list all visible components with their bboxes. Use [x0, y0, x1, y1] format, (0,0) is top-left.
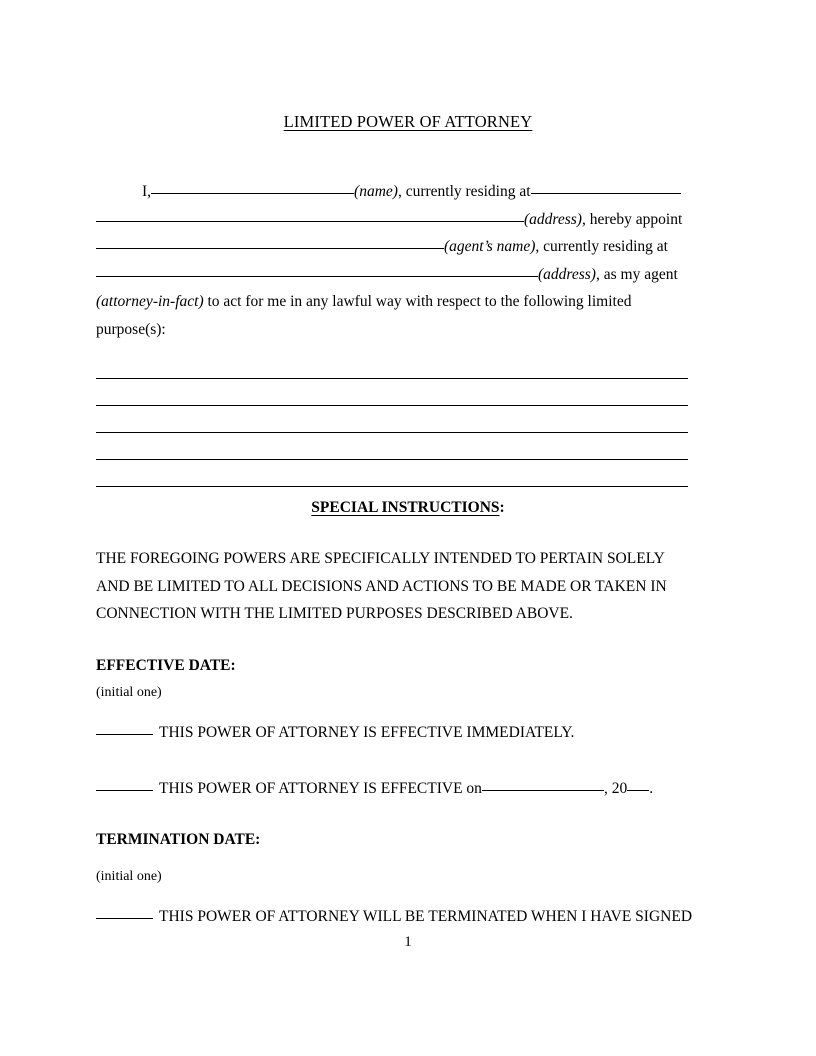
- effective-option-immediate-text: THIS POWER OF ATTORNEY IS EFFECTIVE IMMEDIATELY.: [159, 724, 575, 741]
- address-blank-2[interactable]: [96, 263, 538, 277]
- effective-year-blank[interactable]: [627, 777, 649, 791]
- effective-option-dated: [96, 777, 716, 798]
- effective-immediate-initial-blank[interactable]: [96, 721, 153, 735]
- purpose-rule-line[interactable]: [96, 352, 688, 379]
- address-hint-label-1: (address): [524, 210, 582, 228]
- purpose-rule-line[interactable]: [96, 433, 688, 460]
- purpose-ruled-lines: [96, 352, 688, 487]
- termination-signed-initial-blank[interactable]: [96, 905, 153, 919]
- intro-line3-tail: , currently residing at: [535, 238, 668, 255]
- agent-name-hint-label: (agent’s name): [444, 238, 536, 255]
- name-hint-label: (name): [354, 183, 398, 200]
- termination-option-signed: [96, 905, 716, 926]
- special-instructions-heading: [0, 499, 816, 517]
- page-number: 1: [404, 934, 412, 950]
- special-instructions-body-line: CONNECTION WITH THE LIMITED PURPOSES DESCRIBED ABOVE.: [96, 605, 573, 622]
- purpose-rule-line[interactable]: [96, 406, 688, 433]
- name-blank[interactable]: [151, 180, 354, 194]
- attorney-in-fact-label: (attorney-in-fact): [96, 293, 204, 310]
- effective-date-initial-note: (initial one): [96, 685, 162, 700]
- intro-line4-tail: , as my agent: [595, 265, 678, 283]
- intro-line2-tail: , hereby appoint: [581, 210, 683, 228]
- residence-blank-part1[interactable]: [531, 180, 681, 194]
- effective-option-dated-year: , 20: [603, 780, 628, 797]
- effective-option-dated-text: THIS POWER OF ATTORNEY IS EFFECTIVE on: [159, 780, 482, 797]
- special-instructions-body-line: THE FOREGOING POWERS ARE SPECIFICALLY INTENDED TO PERTAIN SOLELY: [96, 550, 665, 567]
- intro-line-2: [96, 206, 700, 234]
- intro-i-label: I,: [142, 183, 152, 200]
- intro-line-4: [96, 261, 700, 289]
- purpose-rule-line[interactable]: [96, 460, 688, 487]
- effective-option-immediate: [96, 721, 716, 742]
- page-title-text: LIMITED POWER OF ATTORNEY: [283, 112, 533, 131]
- special-instructions-heading-text: SPECIAL INSTRUCTIONS: [311, 499, 500, 516]
- termination-date-initial-note: (initial one): [96, 869, 162, 884]
- effective-date-heading-colon: :: [230, 657, 236, 674]
- intro-line-1: [96, 178, 700, 206]
- purpose-rule-line[interactable]: [96, 379, 688, 406]
- page-title: [0, 112, 816, 132]
- address-blank-1[interactable]: [96, 208, 524, 222]
- purpose-label: purpose(s):: [96, 320, 166, 338]
- special-instructions-body-line: AND BE LIMITED TO ALL DECISIONS AND ACTIONS TO BE MADE OR TAKEN IN: [96, 577, 667, 595]
- intro-line5-tail: to act for me in any lawful way with respect to the following limited: [203, 293, 632, 310]
- special-instructions-heading-colon: :: [499, 499, 505, 516]
- termination-option-signed-text: THIS POWER OF ATTORNEY WILL BE TERMINATED WHEN I HAVE SIGNED: [159, 908, 693, 925]
- effective-dated-initial-blank[interactable]: [96, 777, 153, 791]
- address-hint-label-2: (address): [538, 265, 596, 283]
- agent-name-blank[interactable]: [96, 235, 444, 249]
- intro-paragraph: [96, 178, 700, 343]
- termination-date-heading: TERMINATION DATE:: [96, 831, 261, 848]
- intro-line-6: [96, 316, 700, 344]
- effective-option-dated-suffix: .: [649, 780, 654, 797]
- intro-line-5: [96, 288, 700, 316]
- intro-line1-tail: , currently residing at: [397, 183, 531, 200]
- intro-line-3: [96, 233, 700, 261]
- effective-date-blank[interactable]: [482, 777, 604, 791]
- effective-date-heading-text: EFFECTIVE DATE: [96, 657, 231, 674]
- effective-date-heading: [96, 657, 236, 675]
- special-instructions-body: [96, 545, 700, 628]
